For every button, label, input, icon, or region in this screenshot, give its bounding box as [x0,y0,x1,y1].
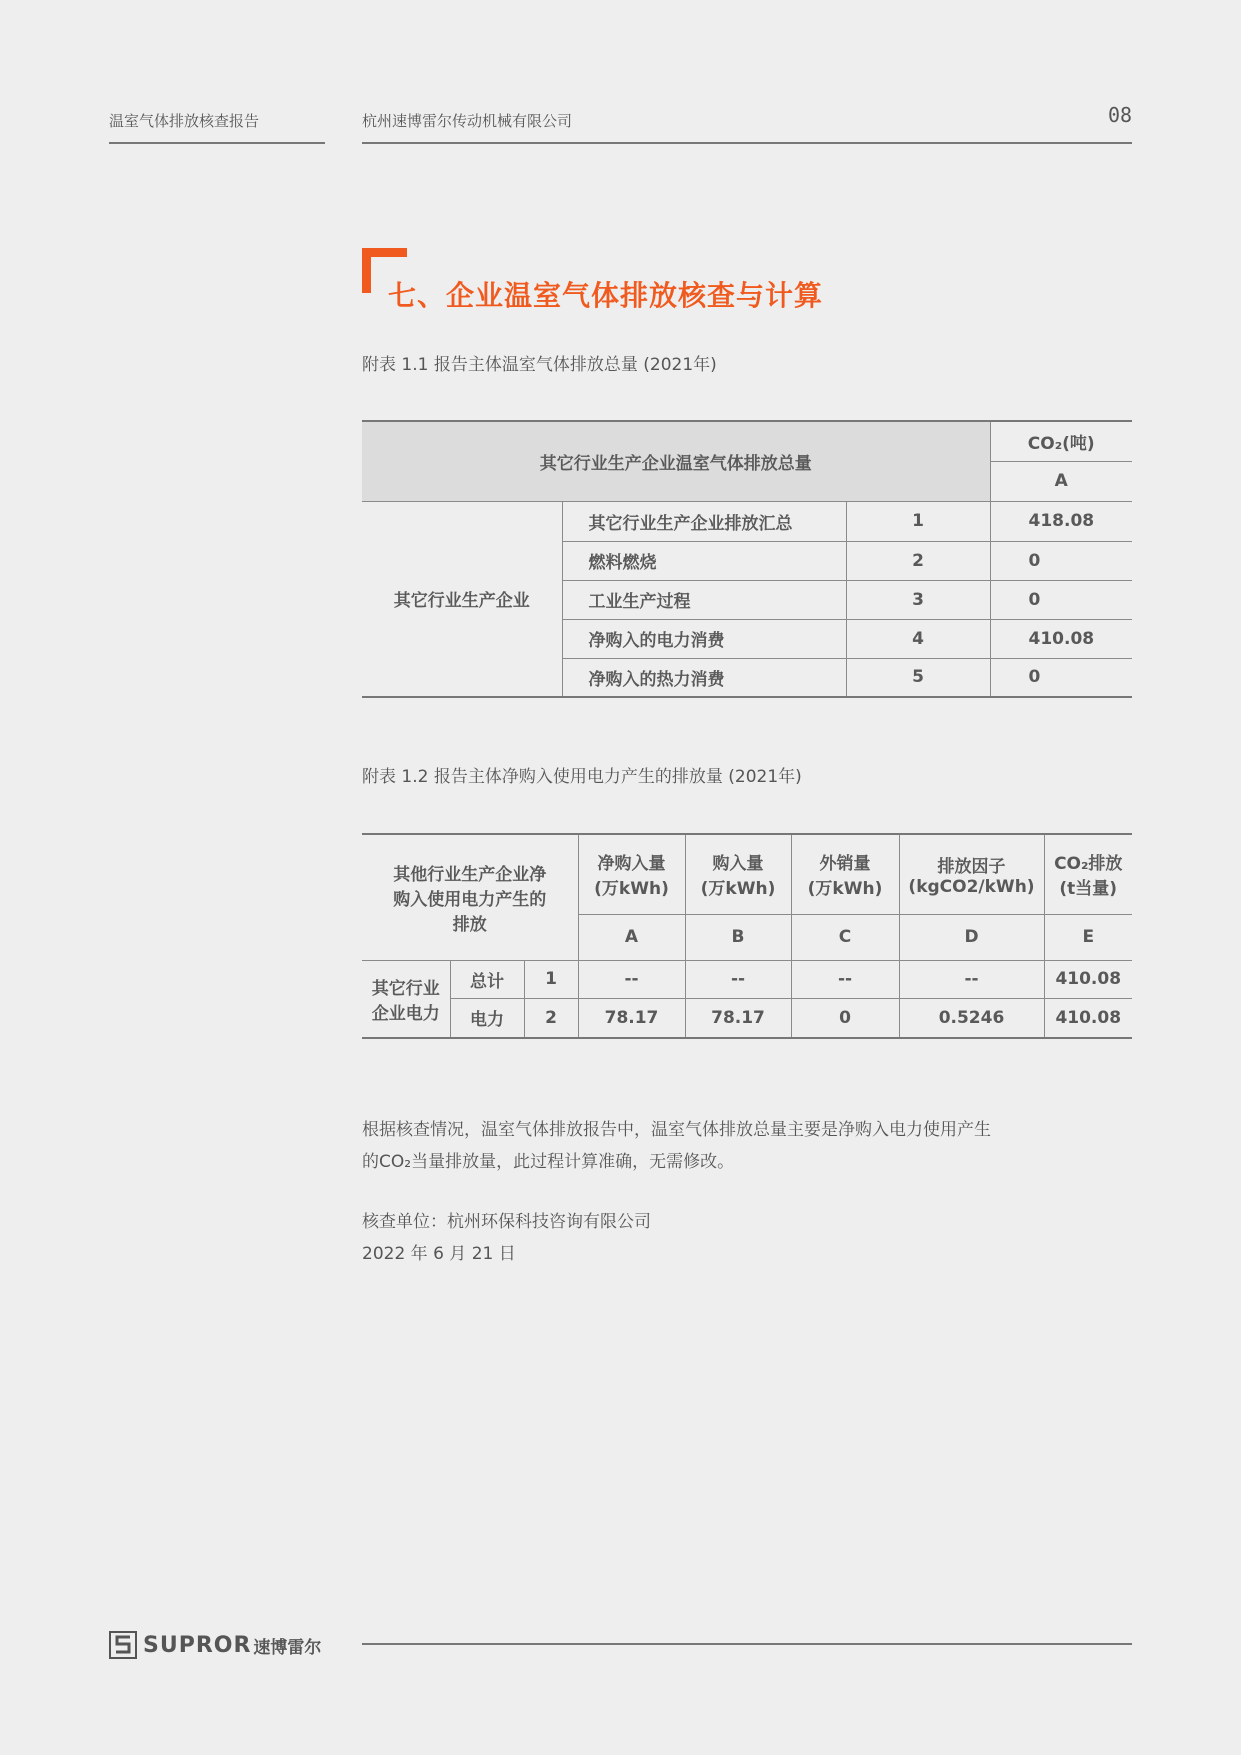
table2-col-code: E [1044,914,1132,960]
table1-header-main: 其它行业生产企业温室气体排放总量 [362,421,990,501]
table-row-name: 电力 [450,998,524,1038]
table-row-no: 1 [846,501,990,541]
table-cell: -- [685,960,791,998]
header-divider-left [109,142,325,144]
table-row-name: 燃料燃烧 [562,541,846,580]
table-row-no: 5 [846,658,990,697]
table-row-value: 410.08 [990,619,1132,658]
table-row-no: 2 [846,541,990,580]
conclusion-line: 的CO₂当量排放量，此过程计算准确，无需修改。 [362,1152,735,1172]
table1-header-unit: CO₂(吨) [990,421,1132,461]
table-row-no: 4 [846,619,990,658]
table2-col-header: 净购入量 (万kWh) [578,834,685,914]
table-row-name: 其它行业生产企业排放汇总 [562,501,846,541]
table2-header-main: 其他行业生产企业净购入使用电力产生的排放 [362,834,578,960]
table-row-value: 418.08 [990,501,1132,541]
table-row-no: 2 [524,998,578,1038]
table-row-value: 0 [990,658,1132,697]
table-cell: 410.08 [1044,998,1132,1038]
table1-group-label: 其它行业生产企业 [362,501,562,697]
table-row-no: 1 [524,960,578,998]
table-cell: 410.08 [1044,960,1132,998]
table2-group-label: 其它行业 企业电力 [362,960,450,1038]
table2-col-header: 外销量 (万kWh) [791,834,899,914]
conclusion-paragraph [362,1114,991,1178]
table-cell: 78.17 [685,998,791,1038]
table-row-name: 总计 [450,960,524,998]
table2-col-code: A [578,914,685,960]
table-cell: -- [578,960,685,998]
company-logo [109,1630,321,1660]
table-row-value: 0 [990,580,1132,619]
report-title: 温室气体排放核查报告 [109,112,260,130]
footer-divider [362,1643,1132,1645]
table2-col-header: 购入量 (万kWh) [685,834,791,914]
header-divider-right [362,142,1132,144]
table-cell: -- [791,960,899,998]
table-row-no: 3 [846,580,990,619]
table-cell: -- [899,960,1044,998]
logo-text: SUPROR [143,1632,252,1658]
supror-logo-icon [109,1631,137,1659]
verifier-unit: 核查单位：杭州环保科技咨询有限公司 [362,1212,651,1232]
verifier-date: 2022 年 6 月 21 日 [362,1244,516,1264]
table-cell: 78.17 [578,998,685,1038]
page-number: 08 [1108,103,1133,127]
table1-header-col: A [990,461,1132,501]
table2-col-code: D [899,914,1044,960]
table2-col-code: B [685,914,791,960]
electricity-emissions-table [362,833,1132,1039]
section-title: 七、企业温室气体排放核查与计算 [388,279,824,312]
company-name: 杭州速博雷尔传动机械有限公司 [362,112,573,130]
table-cell: 0.5246 [899,998,1044,1038]
emissions-total-table [362,420,1132,698]
table-row-value: 0 [990,541,1132,580]
table1-caption: 附表 1.1 报告主体温室气体排放总量 (2021年) [362,355,717,375]
table2-caption: 附表 1.2 报告主体净购入使用电力产生的排放量 (2021年) [362,767,802,787]
conclusion-line: 根据核查情况，温室气体排放报告中，温室气体排放总量主要是净购入电力使用产生 [362,1120,991,1140]
table2-col-header: 排放因子 (kgCO2/kWh) [899,834,1044,914]
table2-col-header: CO₂排放 (t当量) [1044,834,1132,914]
table-row-name: 工业生产过程 [562,580,846,619]
logo-chinese: 速博雷尔 [253,1637,322,1658]
verifier-block [362,1206,651,1270]
table-row-name: 净购入的热力消费 [562,658,846,697]
section-marker-bar [362,248,407,257]
table-cell: 0 [791,998,899,1038]
table-row-name: 净购入的电力消费 [562,619,846,658]
table2-col-code: C [791,914,899,960]
